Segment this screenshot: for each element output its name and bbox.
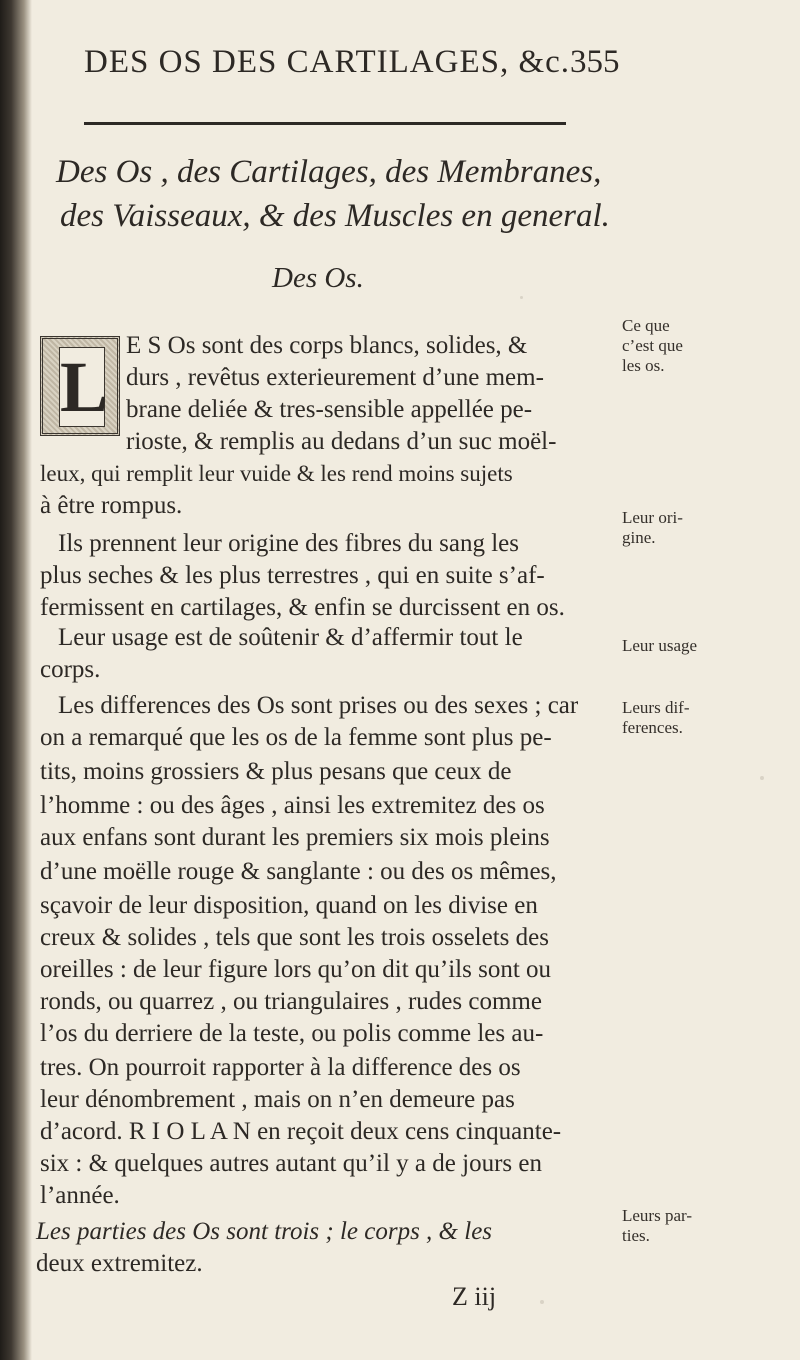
body-line-29: deux extremitez. [36, 1250, 203, 1277]
body-line-17: d’une moëlle rouge & sanglante : ou des os mêmes, [40, 858, 557, 885]
body-line-20: oreilles : de leur figure lors qu’on dit qu’ils sont ou [40, 956, 552, 983]
margin-note-line: Leurs par- [622, 1206, 692, 1225]
body-line-19: creux & solides , tels que sont les trois osselets des [40, 924, 549, 951]
body-line-8: plus seches & les plus terrestres , qui en suite s’af- [40, 562, 545, 589]
body-line-23: tres. On pourroit rapporter à la difference des os [40, 1054, 521, 1081]
signature-mark: Z iij [452, 1282, 497, 1311]
body-line-22: l’os du derriere de la teste, ou polis comme les au- [40, 1020, 544, 1047]
body-line-14: tits, moins grossiers & plus pesans que ceux de [40, 758, 512, 785]
drop-cap-letter: L [60, 347, 109, 427]
body-line-26: six : & quelques autres autant qu’il y a de jours en [40, 1150, 542, 1177]
margin-note-line: Ce que [622, 316, 670, 335]
page-number: 355 [570, 44, 620, 80]
chapter-title-line-1: Des Os , des Cartilages, des Membranes, [56, 154, 602, 190]
body-line-11: corps. [40, 656, 101, 683]
body-line-16: aux enfans sont durant les premiers six mois pleins [40, 824, 550, 851]
ornamental-drop-cap [40, 336, 120, 436]
paper-blemish [520, 296, 523, 299]
margin-note-parts [622, 1206, 732, 1246]
body-line-21: ronds, ou quarrez , ou triangulaires , rudes comme [40, 988, 542, 1015]
body-line-13: on a remarqué que les os de la femme sont plus pe- [40, 724, 552, 751]
running-head: DES OS DES CARTILAGES, &c. [84, 44, 571, 80]
chapter-title-line-2: des Vaisseaux, & des Muscles en general. [60, 198, 610, 234]
margin-note-line: ties. [622, 1226, 650, 1245]
body-line-1: E S Os sont des corps blancs, solides, & [126, 332, 528, 359]
paper-blemish [760, 776, 764, 780]
body-line-7: Ils prennent leur origine des fibres du sang les [58, 530, 519, 557]
body-line-6: à être rompus. [40, 492, 183, 519]
body-line-3: brane deliée & tres-sensible appellée pe- [126, 396, 533, 423]
margin-note-line: ferences. [622, 718, 683, 737]
body-line-4: rioste, & remplis au dedans d’un suc moël- [126, 428, 557, 455]
chapter-title [56, 150, 616, 238]
section-title: Des Os. [272, 262, 364, 294]
margin-note-line: les os. [622, 356, 665, 375]
paper-blemish [540, 1300, 544, 1304]
header-rule [84, 122, 566, 125]
body-line-18: sçavoir de leur disposition, quand on les divise en [40, 892, 538, 919]
body-line-5: leux, qui remplit leur vuide & les rend moins sujets [40, 461, 513, 486]
body-line-28: Les parties des Os sont trois ; le corps , & les [36, 1218, 493, 1245]
body-line-9: fermissent en cartilages, & enfin se durcissent en os. [40, 594, 565, 621]
body-line-25: d’acord. R I O L A N en reçoit deux cens cinquante- [40, 1118, 562, 1145]
margin-note-differences [622, 698, 732, 738]
body-line-2: durs , revêtus exterieurement d’une mem- [126, 364, 544, 391]
margin-note-line: c’est que [622, 336, 683, 355]
margin-note-origin [622, 508, 732, 548]
body-line-15: l’homme : ou des âges , ainsi les extremitez des os [40, 792, 545, 819]
margin-note-line: Leur ori- [622, 508, 683, 527]
body-line-24: leur dénombrement , mais on n’en demeure pas [40, 1086, 515, 1113]
margin-note-line: Leurs dif- [622, 698, 690, 717]
body-line-12: Les differences des Os sont prises ou des sexes ; car [58, 692, 579, 719]
gutter-shadow [0, 0, 32, 1360]
margin-note-line: gine. [622, 528, 656, 547]
margin-note-usage [622, 636, 732, 656]
margin-note-definition [622, 316, 732, 376]
body-line-27: l’année. [40, 1182, 120, 1209]
margin-note-line: Leur usage [622, 636, 698, 655]
body-line-10: Leur usage est de soûtenir & d’affermir tout le [58, 624, 523, 651]
